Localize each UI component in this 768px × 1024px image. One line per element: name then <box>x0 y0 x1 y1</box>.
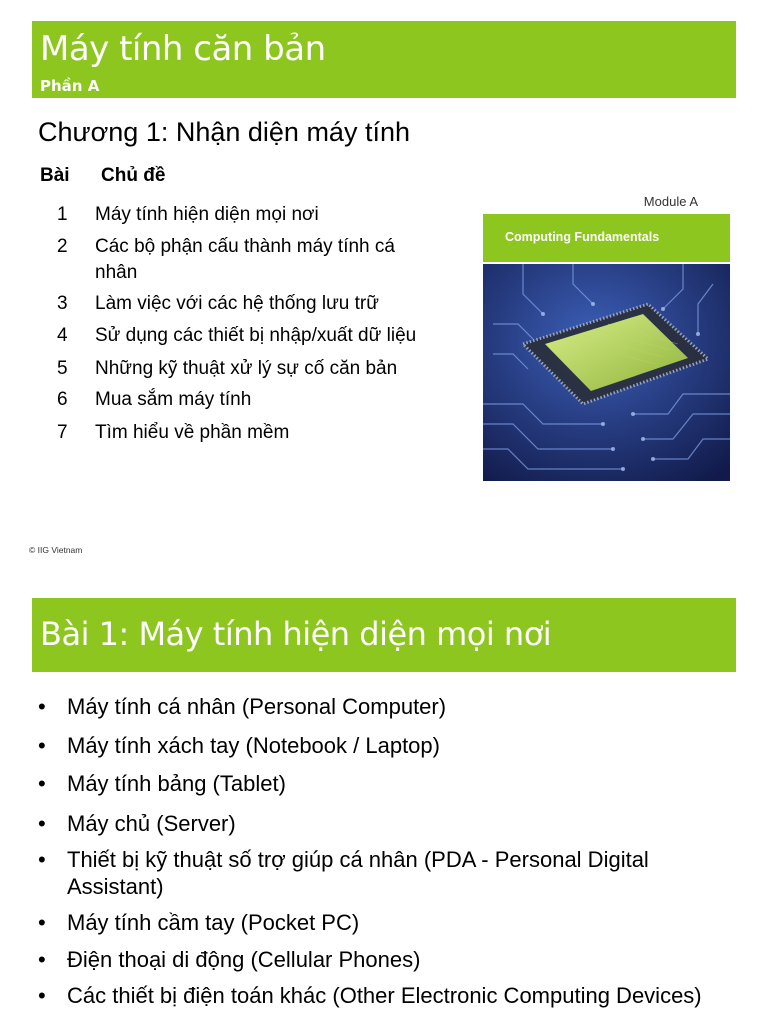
cover-module-label: Module A <box>643 194 698 209</box>
lesson-number: 4 <box>57 325 68 346</box>
topic-column-header: Chủ đề <box>101 165 166 186</box>
list-item-text: Máy tính xách tay (Notebook / Laptop) <box>67 733 440 758</box>
cover-band-title: Computing Fundamentals <box>505 230 660 244</box>
slide1-subtitle: Phần A <box>40 77 100 95</box>
lesson-number: 2 <box>57 236 68 257</box>
list-item-text: Thiết bị kỹ thuật số trợ giúp cá nhân (PDA - Personal Digital Assistant) <box>67 847 649 899</box>
bullet-glyph: • <box>38 694 46 719</box>
lesson-column-header: Bài <box>40 165 70 186</box>
lesson-number: 1 <box>57 204 68 225</box>
slide2-title-banner <box>32 598 736 672</box>
lesson-topic: Máy tính hiện diện mọi nơi <box>95 204 319 225</box>
bullet-glyph: • <box>38 983 46 1008</box>
bullet-glyph: • <box>38 811 46 836</box>
chapter-heading: Chương 1: Nhận diện máy tính <box>38 117 410 147</box>
list-item-text: Máy chủ (Server) <box>67 811 236 836</box>
lesson-number: 6 <box>57 389 68 410</box>
circuit-chip-illustration <box>483 264 730 481</box>
slide2-title: Bài 1: Máy tính hiện diện mọi nơi <box>40 615 552 653</box>
bullet-glyph: • <box>38 733 46 758</box>
lesson-topic: Mua sắm máy tính <box>95 389 252 410</box>
copyright-notice: © IIG Vietnam <box>29 545 83 555</box>
cover-band <box>483 214 730 262</box>
bullet-glyph: • <box>38 771 46 796</box>
lesson-topic: Các bộ phận cấu thành máy tính cá nhân <box>95 236 395 283</box>
lesson-topic: Những kỹ thuật xử lý sự cố căn bản <box>95 358 398 379</box>
lesson-topic: Tìm hiểu về phần mềm <box>95 422 290 443</box>
lesson-number: 3 <box>57 293 68 314</box>
bullet-glyph: • <box>38 947 46 972</box>
list-item-text: Máy tính bảng (Tablet) <box>67 771 286 796</box>
lesson-number: 5 <box>57 358 68 379</box>
list-item-text: Các thiết bị điện toán khác (Other Electronic Computing Devices) <box>67 983 702 1008</box>
lesson-number: 7 <box>57 422 68 443</box>
slide1-title: Máy tính căn bản <box>40 29 326 69</box>
bullet-glyph: • <box>38 847 46 872</box>
slide1-title-banner <box>32 21 736 98</box>
lesson-topic: Làm việc với các hệ thống lưu trữ <box>95 293 379 314</box>
list-item-text: Máy tính cầm tay (Pocket PC) <box>67 910 360 935</box>
list-item-text: Máy tính cá nhân (Personal Computer) <box>67 694 447 719</box>
module-cover-image <box>483 160 730 481</box>
list-item-text: Điện thoại di động (Cellular Phones) <box>67 947 421 972</box>
bullet-glyph: • <box>38 910 46 935</box>
lesson-topic: Sử dụng các thiết bị nhập/xuất dữ liệu <box>95 325 417 346</box>
